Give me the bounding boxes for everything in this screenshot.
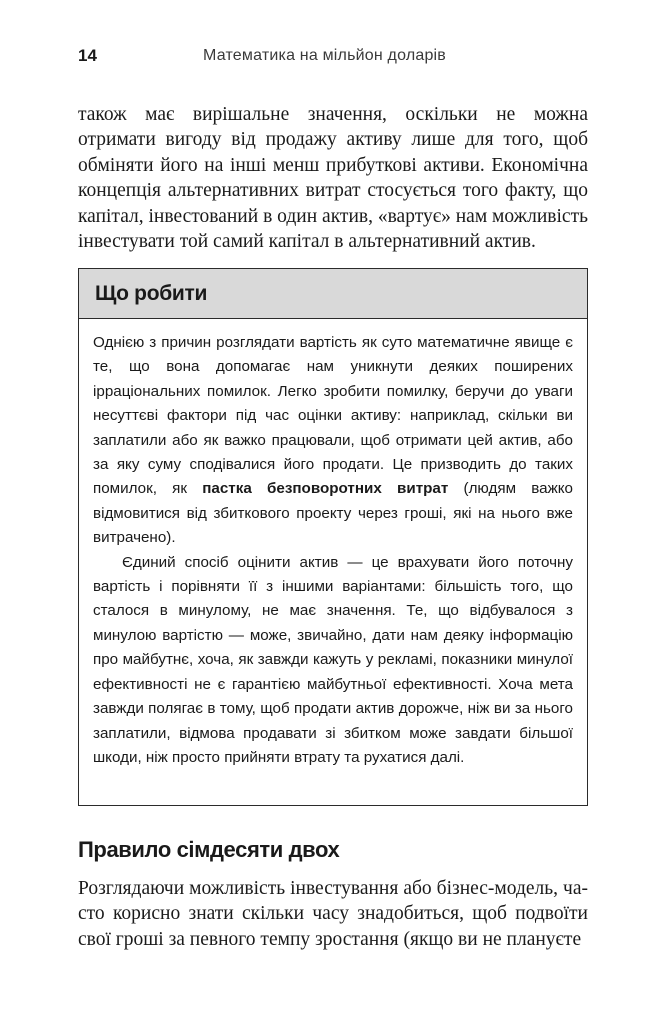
box-title: Що робити [79, 269, 587, 319]
page-header [78, 46, 588, 70]
box-paragraph-2: Єдиний спосіб оцінити актив — це врахувати його поточну вартість і порівняти її з іншими варіантами: більшість того, що сталося в минулому, не має значення. Те, що відбувалося з минулою вартістю — може, звичайно, дати нам деяку інформацію про майбутнє, хоча, як завжди кажуть у рекламі, показники минулої ефективності не є гарантією майбутньої ефективності. Хоча мета завжди полягає в тому, щоб продати актив дорожче, ніж ви за нього заплатили, відмова продавати зі збитком може завдати більшої шкоди, ніж просто прийняти втрату та рухатися далі. [93, 553, 573, 766]
box-body [79, 319, 587, 770]
section-heading: Правило сімдесяти двох [78, 837, 340, 862]
body-paragraph-1: також має вирішальне значення, оскільки не можна отримати вигоду від продажу активу лише для того, щоб обміняти його на інші менш прибуткові активи. Економічна концепція альтернативних витрат стосується того факту, що капітал, інвестований в один актив, «вартує» нам можливість інвестувати той самий капітал в альтернативний актив. [78, 104, 588, 253]
box-paragraph-1 [93, 331, 573, 551]
what-to-do-box [78, 268, 588, 806]
sunk-cost-term: пастка безповоротних витрат [202, 480, 449, 498]
box-paragraph-1-tail: (людям важко відмовитися від збиткового проекту через гроші, які на нього вже витрачено). [93, 480, 573, 547]
body-paragraph-2: Розглядаючи можливість інвестування або бізнес-модель, часто корисно знати скільки часу знадобиться, щоб подвоїти свої гроші за певного темпу зростання (якщо ви не плануєте [78, 878, 588, 950]
page-number: 14 [78, 46, 97, 65]
running-title: Математика на мільйон доларів [203, 47, 447, 64]
box-paragraph-1-text: Однією з причин розглядати вартість як суто математичне явище є те, що вона допомагає нам уникнути деяких поширених ірраціональних помилок. Легко зробити помилку, беручи до уваги несуттєві фактори під час оцінки активу: наприклад, скільки ви заплатили або як важко працювали, щоб отримати цей актив, або за яку суму сподівалися його продати. Це призводить до таких помилок, як [93, 334, 573, 498]
